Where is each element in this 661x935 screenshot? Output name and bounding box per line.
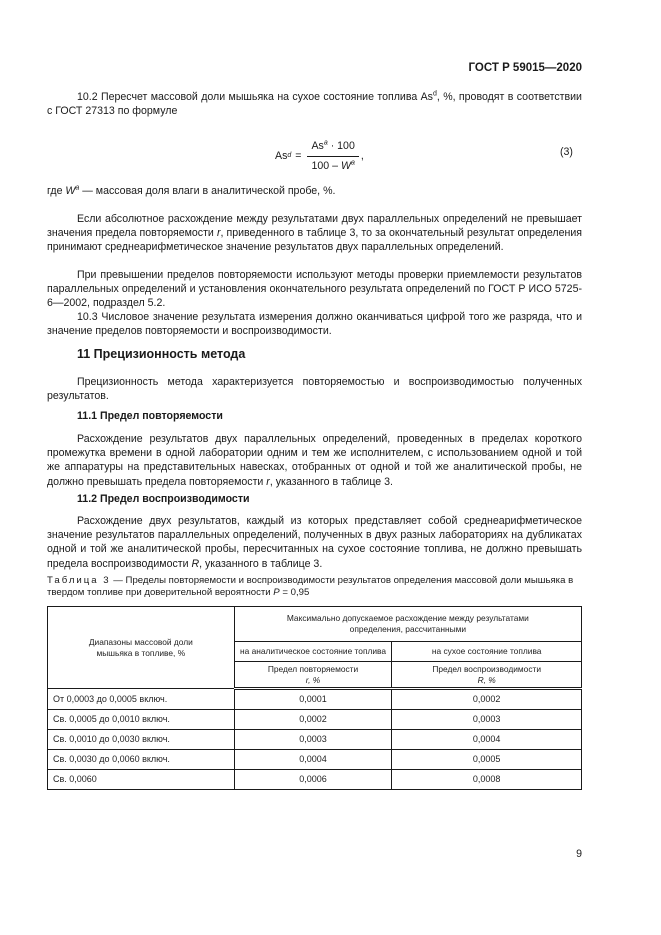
header-max-discrepancy: Максимально допускаемое расхождение между результатами определения, рассчитанными — [234, 607, 581, 642]
formula-3: As d = $\frac{As^a \cdot 100}{100 - W^a}$ , — [275, 139, 364, 172]
table-row: От 0,0003 до 0,0005 включ. 0,0001 0,0002 — [48, 689, 582, 710]
table-row: Св. 0,0010 до 0,0030 включ. 0,0003 0,0004 — [48, 730, 582, 750]
table-row: Св. 0,0030 до 0,0060 включ. 0,0004 0,0005 — [48, 750, 582, 770]
section-11-2-heading: 11.2 Предел воспроизводимости — [77, 493, 250, 505]
paragraph-10-3: 10.3 Числовое значение результата измерения должно оканчиваться цифрой того же разряда, что и значение пределов повторяемости и воспроизводимости. — [47, 311, 582, 338]
table-row: Св. 0,0060 0,0006 0,0008 — [48, 770, 582, 790]
header-dry-state: на сухое состояние топлива — [392, 642, 582, 662]
header-analytic-state: на аналитическое состояние топлива — [234, 642, 392, 662]
header-reproducibility: Предел воспроизводимости R, % — [392, 662, 582, 689]
paragraph-exceeding-limits: При превышении пределов повторяемости используют методы проверки приемлемости результатов параллельных определений и установления окончательного результата определений по ГОСТ Р ИСО 5725-6—2002, подраздел 5.2. — [47, 269, 582, 310]
table-3 — [47, 606, 582, 790]
page-number: 9 — [576, 848, 582, 860]
table-3-caption: Таблица 3 — Пределы повторяемости и воспроизводимости результатов определения массовой доли мышьяка в твердом топливе при доверительной вероятности P = 0,95 — [47, 575, 574, 599]
equation-number: (3) — [560, 146, 573, 158]
header-range: Диапазоны массовой доли мышьяка в топливе, % — [48, 607, 235, 689]
paragraph-reproducibility-limit: Расхождение двух результатов, каждый из которых представляет собой среднеарифметическое значение результатов параллельных определений, полученных в двух разных лабораториях на дубликатах одной и той же аналитической пробы, пересчитанных на сухое состояние топлива, не должно превышать предела воспроизводимости R, указанного в таблице 3. — [47, 515, 582, 570]
paragraph-precision-intro: Прецизионность метода характеризуется повторяемостью и воспроизводимостью полученных результатов. — [47, 376, 582, 403]
paragraph-repeatability-limit: Расхождение результатов двух параллельных определений, проведенных в пределах короткого промежутка времени в одной лаборатории одним и тем же исполнителем, с использованием одной и той же аппаратуры на представительных навесках, отобранных от одной и той же аналитической пробы, не должно превышать предела повторяемости r, указанного в таблице 3. — [47, 433, 582, 488]
table-row: Св. 0,0005 до 0,0010 включ. 0,0002 0,0003 — [48, 710, 582, 730]
section-11-heading: 11 Прецизионность метода — [77, 347, 246, 361]
formula-fraction: $\frac{As^a \cdot 100}{100 - W^a}$ — [307, 139, 358, 172]
paragraph-10-2-intro: 10.2 Пересчет массовой доли мышьяка на сухое состояние топлива As$^d$, %, проводят в соответствии с ГОСТ 27313 по формуле — [47, 90, 582, 118]
section-11-1-heading: 11.1 Предел повторяемости — [77, 410, 223, 422]
header-repeatability: Предел повторяемости r, % — [234, 662, 392, 689]
document-code: ГОСТ Р 59015—2020 — [468, 62, 582, 74]
formula-where-clause: где $W^a$ — массовая доля влаги в аналитической пробе, %. — [47, 184, 336, 197]
paragraph-repeatability-check: Если абсолютное расхождение между результатами двух параллельных определений не превышает значения предела повторяемости r, приведенного в таблице 3, то за окончательный результат определения принимают среднеарифметическое значение результатов двух параллельных определений. — [47, 213, 582, 254]
